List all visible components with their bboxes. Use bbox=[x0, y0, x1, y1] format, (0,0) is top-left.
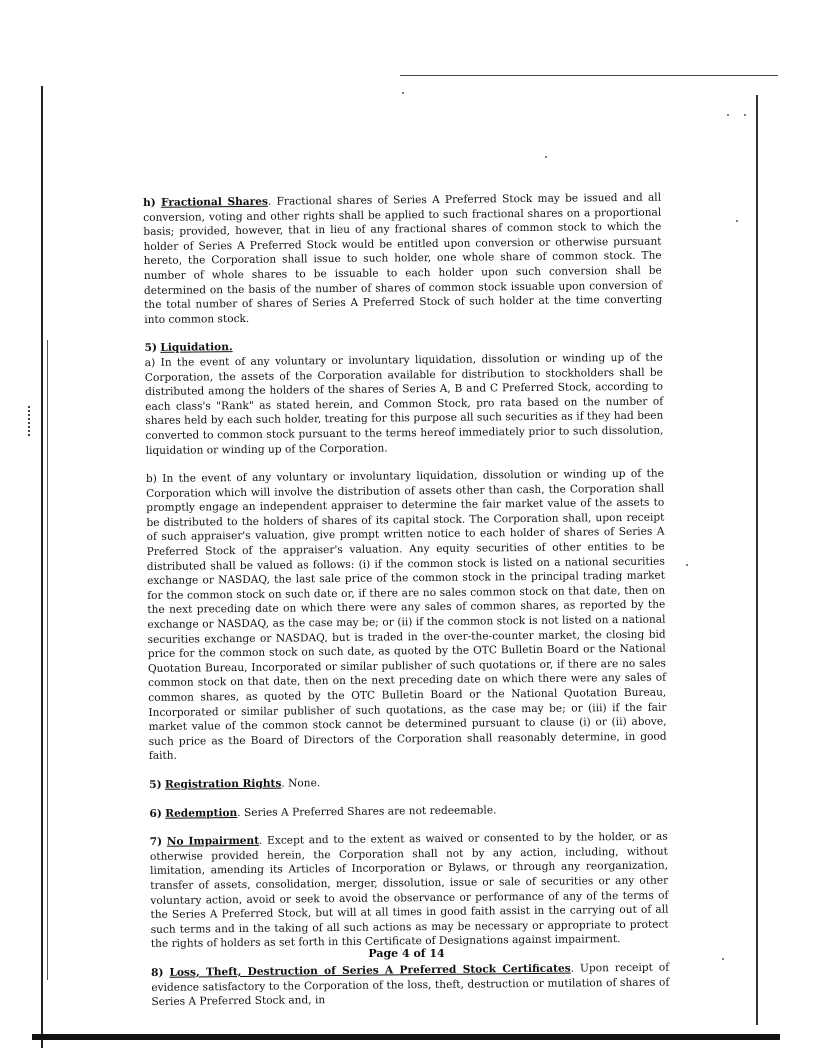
section-title: No Impairment bbox=[166, 834, 260, 848]
section-number: 6) bbox=[149, 807, 162, 820]
section-no-impairment bbox=[150, 830, 669, 952]
section-number: h) bbox=[143, 196, 156, 209]
section-title: Registration Rights bbox=[164, 777, 282, 791]
section-title: Redemption bbox=[165, 806, 238, 820]
page-number: Page 4 of 14 bbox=[368, 947, 445, 960]
section-number: 8) bbox=[151, 966, 164, 979]
section-number: 7) bbox=[149, 835, 163, 849]
section-text: . Series A Preferred Shares are not redeemable. bbox=[237, 803, 497, 819]
section-fractional-shares bbox=[143, 191, 662, 328]
section-text: . Upon receipt of evidence satisfactory to the Corporation of the loss, theft, destruction or mutilation of shares of Series A Preferred Stock and, in bbox=[151, 961, 670, 1009]
section-number: 5) bbox=[144, 342, 158, 355]
section-number: 5) bbox=[149, 778, 162, 791]
section-redemption bbox=[149, 801, 667, 821]
document-body bbox=[143, 191, 669, 1010]
section-title: Loss, Theft, Destruction of Series A Preferred Stock Certificates bbox=[169, 962, 571, 979]
section-text: . Except and to the extent as waived or consented to by the holder, or as otherwise provided herein, the Corporation shall not by any action, including, without limitation, amending its Articles of Incorporation or Bylaws, or through any reorganization, transfer of assets, consolidation, merger, dissolution, issue or sale of securities or any other voluntary action, avoid or seek to avoid the observance or performance of any of the terms of the Series A Preferred Stock, but will at all times in good faith assist in the carrying out of all such terms and in the taking of all such actions as may be necessary or appropriate to protect the rights of holders as set forth in this Certificate of Designations against impairment. bbox=[149, 830, 669, 951]
section-title: Liquidation. bbox=[160, 341, 233, 355]
section-liquidation-b: b) In the event of any voluntary or involuntary liquidation, dissolution or winding up of the Corporation which will involve the distribution of assets other than cash, the Corporation shall promptly engage an independent appraiser to determine the fair market value of the assets to be distributed to the holders of shares of its capital stock. The Corporation shall, upon receipt of such appraiser's valuation, give prompt written notice to each holder of shares of Series A Preferred Stock of the appraiser's valuation. Any equity securities of other entities to be distributed shall be valued as follows: (i) if the common stock is listed on a national securities exchange or NASDAQ, the last sale price of the common stock in the principal trading market for the common stock on such date or, if there are no sales common stock on that date, then on the next preceding date on which there were any sales of common shares, as reported by the exchange or NASDAQ, as the case may be; or (ii) if the common stock is not listed on a national securities exchange or NASDAQ, but is traded in the over-the-counter market, the closing bid price for the common stock on such date, as quoted by the OTC Bulletin Board or the National Quotation Bureau, Incorporated or similar publisher of such quotations or, if there are no sales common stock on that date, then on the next preceding date on which there were any sales of common shares, as quoted by the OTC Bulletin Board or the National Quotation Bureau, Incorporated or similar publisher of such quotations, as the case may be; or (iii) if the fair market value of the common stock cannot be determined pursuant to clause (i) or (ii) above, such price as the Board of Directors of the Corporation shall reasonably determine, in good faith. bbox=[145, 467, 667, 763]
section-text: . None. bbox=[281, 777, 321, 790]
section-liquidation-a: a) In the event of any voluntary or involuntary liquidation, dissolution or winding up of the Corporation, the assets of the Corporation available for distribution to stockholders shall be distributed among the holders of the shares of Series A, B and C Preferred Stock, according to each class's "Rank" as stated herein, and Common Stock, pro rata based on the number of shares held by each such holder, treating for this purpose all such securities as if they had been converted to common stock pursuant to the terms hereof immediately prior to such dissolution, liquidation or winding up of the Corporation. bbox=[144, 351, 664, 457]
section-registration-rights bbox=[149, 773, 667, 793]
section-title: Fractional Shares bbox=[160, 195, 268, 209]
section-text: . Fractional shares of Series A Preferred Stock may be issued and all conversion, voting and other rights shall be applied to such fractional shares on a proportional basis; provided, however, that in lieu of any fractional shares of common stock to which the holder of Series A Preferred Stock would be entitled upon conversion or otherwise pursuant hereto, the Corporation shall issue to such holder, one whole share of common stock. The number of whole shares to be issuable to each holder upon such conversion shall be determined on the basis of the number of shares of common stock issuable upon conversion of the total number of shares of Series A Preferred Stock of such holder at the time converting into common stock. bbox=[143, 191, 663, 326]
section-loss-theft bbox=[151, 960, 669, 1009]
